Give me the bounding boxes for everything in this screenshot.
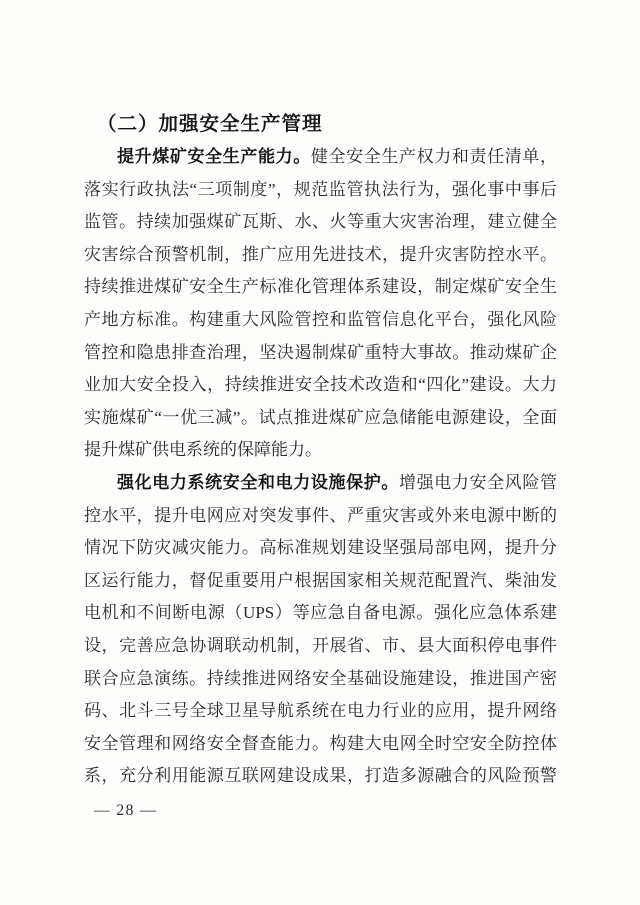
paragraph2-line-4: 区运行能力，督促重要用户根据国家相关规范配置汽、柴油发 [84,570,557,590]
paragraph1-line-9: 实施煤矿“一优三减”。试点推进煤矿应急储能电源建设，全面 [84,407,557,427]
paragraph1-line-10: 提升煤矿供电系统的保障能力。 [84,440,322,460]
paragraph1-line-1-rest: 健全安全生产权力和责任清单， [310,147,557,166]
paragraph1-line-3: 监管。持续加强煤矿瓦斯、水、火等重大灾害治理，建立健全 [84,212,557,232]
paragraph1-line-1 [84,141,557,174]
page-number: — 28 — [94,802,158,819]
paragraph1-lead-bold: 提升煤矿安全生产能力。 [117,147,311,166]
paragraph2-line-3: 情况下防灾减灾能力。高标准规划建设坚强局部电网，提升分 [84,538,557,558]
paragraph2-line-1-rest: 增强电力安全风险管 [399,472,557,492]
paragraph2-line-10: 系，充分利用能源互联网建设成果，打造多源融合的风险预警 [84,766,557,786]
paragraph2-line-6: 设，完善应急协调联动机制，开展省、市、县大面积停电事件 [84,635,557,655]
paragraph1-line-4: 灾害综合预警机制，推广应用先进技术，提升灾害防控水平。 [84,244,557,264]
paragraph1-line-2: 落实行政执法“三项制度”，规范监管执法行为，强化事中事后 [84,179,557,199]
paragraph2-lead-bold: 强化电力系统安全和电力设施保护。 [117,472,399,492]
paragraph2-line-9: 安全管理和网络安全督查能力。构建大电网全时空安全防控体 [84,733,557,753]
paragraph2-line-7: 联合应急演练。持续推进网络安全基础设施建设，推进国产密 [84,668,557,688]
section-heading: （二）加强安全生产管理 [97,114,323,135]
paragraph2-line-5: 电机和不间断电源（UPS）等应急自备电源。强化应急体系建 [84,603,557,623]
paragraph1-line-5: 持续推进煤矿安全生产标准化管理体系建设，制定煤矿安全生 [84,277,557,297]
paragraph1-line-6: 产地方标准。构建重大风险管控和监管信息化平台，强化风险 [84,309,557,329]
text-column [84,108,557,793]
paragraph2-line-1 [84,467,557,500]
paragraph1-line-7: 管控和隐患排查治理，坚决遏制煤矿重特大事故。推动煤矿企 [84,342,557,362]
paragraph2-line-8: 码、北斗三号全球卫星导航系统在电力行业的应用，提升网络 [84,701,557,721]
paragraph1-line-8: 业加大安全投入，持续推进安全技术改造和“四化”建设。大力 [84,375,557,395]
paragraph2-line-2: 控水平，提升电网应对突发事件、严重灾害或外来电源中断的 [84,505,557,525]
